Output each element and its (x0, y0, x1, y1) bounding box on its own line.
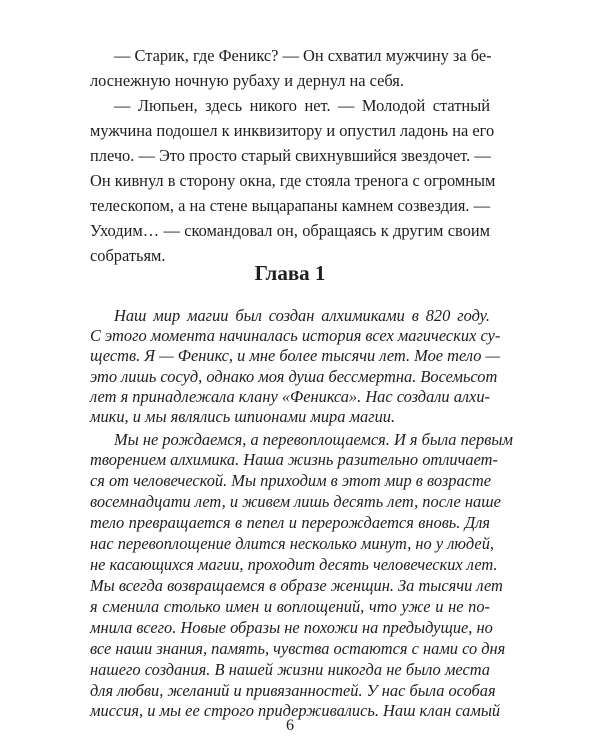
text-line: собратьям. (90, 246, 166, 265)
text-line: мнила всего. Новые образы не похожи на предыдущие, но (90, 618, 493, 637)
text-line: Он кивнул в сторону окна, где стояла тренога с огромным (90, 171, 496, 190)
text-line: нашего создания. В нашей жизни никогда не было места (90, 660, 490, 679)
text-line: Наш мир магии был создан алхимиками в 820 году. (114, 306, 490, 325)
text-line: ся от человеческой. Мы приходим в этот мир в возрасте (90, 471, 492, 490)
text-line: нас перевоплощение длится несколько минут, но у людей, (90, 534, 494, 553)
text-line: восемнадцати лет, и живем лишь десять лет, после наше (90, 492, 501, 511)
text-line: — Люпьен, здесь никого нет. — Молодой статный (114, 96, 490, 115)
text-line: я сменила столько имен и воплощений, что уже и не по- (90, 597, 490, 616)
text-line: это лишь сосуд, однако моя душа бессмертна. Восемьсот (90, 367, 498, 386)
text-line: плечо. — Это просто старый свихнувшийся звездочет. — (90, 146, 491, 165)
text-line: творением алхимика. Наша жизнь разительно отличает- (90, 450, 498, 469)
text-line: миссия, и мы ее строго придерживались. Наш клан самый (90, 701, 501, 720)
text-line: не касающихся магии, проходит десять человеческих лет. (90, 555, 498, 574)
text-line: мики, и мы являлись шпионами мира магии. (90, 407, 396, 426)
text-line: — Старик, где Феникс? — Он схватил мужчину за бе- (114, 46, 492, 65)
text-line: Мы не рождаемся, а перевоплощаемся. И я была первым (114, 430, 513, 449)
book-page (90, 0, 513, 750)
text-line: Мы всегда возвращаемся в образе женщин. За тысячи лет (90, 576, 503, 595)
page-number: 6 (286, 717, 294, 734)
text-line: телескопом, а на стене выцарапаны камнем созвездия. — (90, 196, 490, 215)
text-line: для любви, желаний и привязанностей. У нас была особая (90, 681, 496, 700)
text-line: лет я принадлежала клану «Феникса». Нас создали алхи- (90, 387, 490, 406)
text-line: С этого момента начиналась история всех магических су- (90, 326, 501, 345)
text-line: ществ. Я — Феникс, и мне более тысячи лет. Мое тело — (90, 346, 501, 365)
text-line: Уходим… — скомандовал он, обращаясь к другим своим (90, 221, 490, 240)
text-line: все наши знания, память, чувства остаются с нами со дня (90, 639, 506, 658)
text-line: тело превращается в пепел и перерождается вновь. Для (90, 513, 490, 532)
text-line: мужчина подошел к инквизитору и опустил ладонь на его (90, 121, 495, 140)
text-line: лоснежную ночную рубаху и дернул на себя. (90, 71, 404, 90)
chapter-title: Глава 1 (254, 261, 326, 285)
